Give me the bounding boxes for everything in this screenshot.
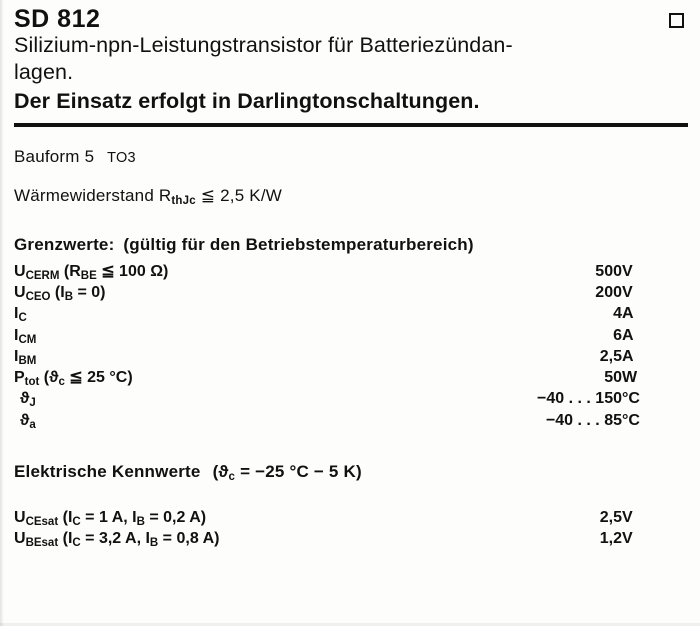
limits-value-6: −40 . . . 150	[537, 390, 622, 408]
package-line	[14, 145, 686, 170]
table-row	[14, 262, 686, 283]
sym-main: ϑ	[20, 411, 30, 429]
limits-symbol-6	[14, 389, 462, 410]
cond-sub-2: B	[136, 516, 145, 529]
sym-sub: CERM	[25, 269, 60, 282]
package-label: Bauform 5	[14, 147, 95, 167]
thermal-resistance-text: Wärmewiderstand R	[14, 185, 172, 205]
limits-value-3: 6	[613, 326, 622, 344]
cond-rest: = 0)	[73, 283, 106, 301]
document-body	[0, 145, 700, 550]
table-row	[14, 304, 686, 325]
sym-sub: tot	[24, 376, 40, 389]
characteristics-heading	[14, 462, 686, 482]
table-row	[14, 283, 686, 304]
limits-heading	[14, 235, 686, 255]
cond-rest: = 3,2 A, I	[80, 530, 150, 548]
header-divider	[14, 123, 688, 127]
limits-unit-6: °C	[622, 390, 640, 408]
cond-sub: B	[64, 290, 74, 303]
characteristics-cond-sub: c	[228, 471, 236, 484]
thermal-resistance-line	[14, 184, 686, 209]
characteristics-cond-rest: = −25 °C − 5 K)	[235, 462, 362, 482]
cond-rest: ≦ 100 Ω)	[96, 262, 169, 280]
limits-symbol-3	[14, 326, 462, 347]
sym-sub: BEsat	[25, 537, 59, 550]
limits-unit-0: V	[622, 262, 633, 280]
limits-value-1: 200	[595, 283, 622, 301]
char-value-0: 2,5	[599, 509, 622, 527]
sym-main: P	[14, 369, 25, 387]
limits-unit-7: °C	[622, 411, 640, 429]
limits-symbol-1	[14, 283, 462, 304]
cond-rest: = 1 A, I	[80, 509, 137, 527]
sym-main: I	[14, 326, 19, 344]
cond-rest-2: = 0,2 A)	[144, 509, 207, 527]
cond-text: (I	[58, 530, 73, 548]
limits-symbol-4	[14, 347, 462, 368]
table-row	[14, 529, 686, 550]
char-unit-0: V	[622, 509, 633, 527]
sym-sub: CEO	[25, 290, 51, 303]
limits-heading-bold: Grenzwerte:	[14, 234, 115, 254]
cond-rest-2: = 0,8 A)	[158, 530, 220, 548]
sym-main: U	[14, 509, 26, 527]
limits-unit-4: A	[622, 347, 634, 365]
characteristics-table	[14, 508, 686, 551]
document-header	[0, 0, 700, 114]
page-title: SD 812	[14, 5, 101, 33]
char-unit-1: V	[622, 530, 633, 548]
limits-value-5: 50	[604, 369, 622, 387]
limits-unit-2: A	[622, 305, 634, 323]
limits-symbol-2	[14, 304, 462, 325]
sym-main: I	[14, 305, 19, 323]
char-value-1: 1,2	[599, 530, 622, 548]
limits-value-7: −40 . . . 85	[545, 411, 622, 429]
sym-sub: BM	[18, 354, 37, 367]
sym-main: U	[14, 262, 26, 280]
limits-symbol-5	[14, 368, 462, 389]
table-row	[14, 368, 686, 389]
table-row	[14, 326, 686, 347]
package-value: TO3	[107, 150, 136, 167]
sym-main: U	[14, 530, 26, 548]
cond-sub: C	[72, 516, 81, 529]
sym-sub: a	[29, 418, 36, 431]
char-symbol-1	[14, 529, 462, 550]
limits-table	[14, 262, 686, 433]
characteristics-heading-bold: Elektrische Kennwerte	[14, 462, 201, 482]
square-outline-icon	[669, 13, 684, 28]
table-row	[14, 508, 686, 529]
cond-sub: c	[58, 376, 65, 389]
limits-symbol-7	[14, 411, 462, 432]
title-row	[14, 6, 686, 32]
limits-heading-rest: (gültig für den Betriebstemperaturbereich)	[123, 234, 474, 254]
cond-rest: ≦ 25 °C)	[64, 369, 133, 387]
thermal-resistance-subscript: thJc	[171, 194, 196, 207]
sym-main: ϑ	[20, 390, 30, 408]
sym-sub: CEsat	[25, 516, 59, 529]
limits-symbol-0	[14, 262, 462, 283]
table-row	[14, 347, 686, 368]
limits-unit-1: V	[622, 283, 633, 301]
sym-main: U	[14, 283, 26, 301]
cond-sub: C	[72, 537, 81, 550]
sym-sub: CM	[18, 333, 37, 346]
sym-sub: C	[18, 312, 27, 325]
document-description-line-1: Silizium-npn-Leistungstransistor für Batteriezündan-	[14, 33, 513, 58]
cond-sub-2: B	[149, 537, 159, 550]
limits-unit-5: W	[622, 369, 638, 387]
sym-sub: J	[29, 397, 36, 410]
table-row	[14, 411, 686, 432]
limits-value-2: 4	[613, 305, 622, 323]
cond-text: (ϑ	[39, 369, 59, 387]
cond-text: (I	[50, 283, 65, 301]
cond-text: (I	[58, 509, 73, 527]
document-description-line-2: lagen.	[14, 59, 74, 84]
char-symbol-0	[14, 508, 462, 529]
limits-unit-3: A	[622, 326, 634, 344]
characteristics-cond: (ϑ	[212, 462, 229, 482]
limits-value-4: 2,5	[599, 347, 622, 365]
table-row	[14, 389, 686, 410]
thermal-resistance-value: ≦ 2,5 K/W	[195, 185, 282, 205]
limits-value-0: 500	[595, 262, 622, 280]
document-description-bold: Der Einsatz erfolgt in Darlingtonschaltungen.	[14, 88, 480, 113]
sym-main: I	[14, 347, 19, 365]
cond-text: (R	[59, 262, 81, 280]
cond-sub: BE	[80, 269, 97, 282]
